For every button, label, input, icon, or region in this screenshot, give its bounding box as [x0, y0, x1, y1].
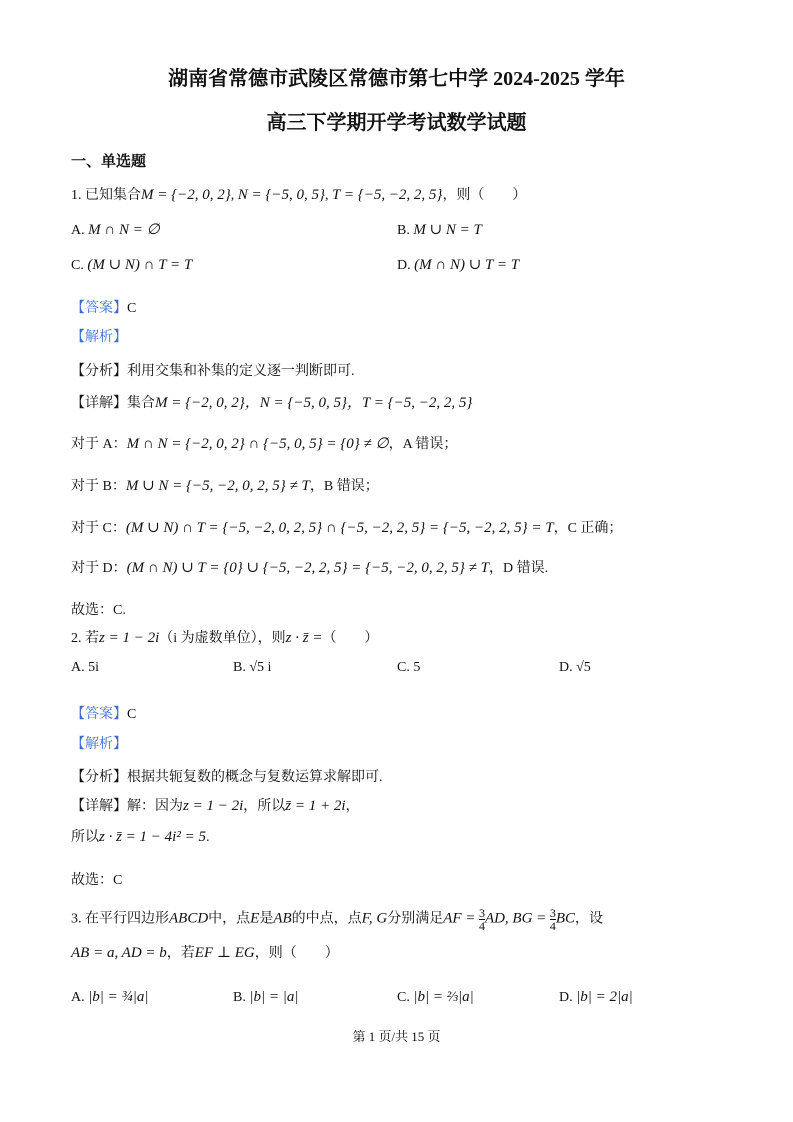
detail-sets: M = {−2, 0, 2}，N = {−5, 0, 5}，T = {−5, −2, 2, 5} — [155, 395, 473, 411]
check-prefix: 对于 B： — [71, 479, 126, 494]
q1-detail — [71, 391, 472, 412]
section-heading: 一、单选题 — [71, 154, 147, 170]
check-prefix: 对于 A： — [71, 437, 127, 452]
answer-tag: 【答案】 — [71, 707, 127, 722]
detail-text: ， — [345, 799, 360, 814]
option-text: |b| = ¾|a| — [88, 989, 149, 1005]
q3-option-c — [397, 989, 474, 1006]
option-label: B. — [233, 660, 246, 675]
option-text: √5 — [576, 660, 591, 675]
q3-text: ，则（ ） — [254, 946, 339, 961]
check-suffix: ，D 错误. — [488, 561, 549, 576]
exam-title-line1: 湖南省常德市武陵区常德市第七中学 2024-2025 学年 — [168, 68, 625, 90]
answer-value: C — [127, 707, 137, 722]
q2-answer — [71, 703, 136, 723]
fenxi-text: 根据共轭复数的概念与复数运算求解即可. — [127, 770, 383, 785]
q2-so — [71, 826, 209, 846]
q1-fenxi — [71, 360, 355, 380]
q1-option-c — [71, 255, 192, 274]
q3-text: 是 — [259, 911, 274, 927]
fenxi-tag: 【分析】 — [71, 364, 127, 379]
q3-math: F, G — [361, 910, 388, 927]
q3-text: 分别满足 — [387, 911, 444, 927]
detail-prefix: 集合 — [127, 396, 155, 411]
detail-text: ，所以 — [243, 799, 286, 814]
q2-fenxi — [71, 766, 383, 786]
check-suffix: ，B 错误； — [309, 479, 379, 494]
q3-option-d — [559, 989, 633, 1006]
q1-check-d — [71, 557, 548, 577]
fraction-numerator: 3 — [549, 906, 556, 920]
page-footer: 第 1 页/共 15 页 — [352, 1029, 441, 1044]
option-label: C. — [397, 990, 410, 1005]
option-text: 5i — [88, 660, 100, 675]
q3-stem-line2 — [71, 942, 339, 962]
detail-tag: 【详解】 — [71, 396, 127, 411]
check-prefix: 对于 D： — [71, 561, 127, 576]
q1-option-b — [397, 220, 482, 239]
so-prefix: 所以 — [71, 830, 99, 845]
option-label: C. — [397, 660, 410, 675]
q2-option-d — [559, 660, 591, 676]
check-math: (M ∩ N) ∪ T = {0} ∪ {−5, −2, 2, 5} = {−5, −2, 0, 2, 5} ≠ T — [126, 560, 489, 576]
answer-value: C — [127, 301, 137, 316]
q1-stem-suffix: ，则（ ） — [442, 188, 527, 203]
q1-set-n: N = {−5, 0, 5} — [237, 187, 325, 203]
so-suffix: . — [205, 830, 210, 845]
q1-conclusion: 故选：C. — [71, 603, 126, 618]
q1-check-a — [71, 433, 457, 453]
check-math: M ∪ N = {−5, −2, 0, 2, 5} ≠ T — [125, 478, 310, 494]
q2-stem-prefix: 2. 若 — [71, 631, 99, 646]
q3-math: BC — [555, 910, 575, 927]
option-label: C. — [71, 258, 84, 273]
fenxi-text: 利用交集和补集的定义逐一判断即可. — [127, 364, 355, 379]
detail-text: 解：因为 — [127, 799, 183, 814]
q1-check-b — [71, 475, 379, 495]
exam-title-line2: 高三下学期开学考试数学试题 — [266, 112, 527, 134]
q3-text: 的中点，点 — [291, 911, 362, 927]
option-label: A. — [71, 223, 85, 238]
option-text: |b| = ⅔|a| — [413, 989, 474, 1005]
option-text: M ∩ N = ∅ — [88, 222, 160, 238]
detail-math: z = 1 − 2i — [183, 798, 244, 814]
option-text: M ∪ N = T — [413, 222, 482, 238]
q3-stem — [71, 907, 603, 932]
fenxi-tag: 【分析】 — [71, 770, 127, 785]
q1-analysis-tag: 【解析】 — [71, 330, 127, 345]
fraction-denominator: 4 — [478, 919, 485, 933]
q1-sep2: , — [325, 188, 329, 203]
q1-option-a — [71, 220, 160, 239]
q1-answer — [71, 297, 136, 317]
detail-tag: 【详解】 — [71, 799, 127, 814]
answer-tag: 【答案】 — [71, 301, 127, 316]
option-label: B. — [233, 990, 246, 1005]
option-text: 5 — [413, 660, 421, 675]
check-math: (M ∪ N) ∩ T = {−5, −2, 0, 2, 5} ∩ {−5, −2, 2, 5} = {−5, −2, 2, 5} = T — [125, 520, 554, 536]
q1-set-m: M = {−2, 0, 2} — [141, 187, 231, 203]
option-label: A. — [71, 660, 85, 675]
option-label: D. — [559, 660, 573, 675]
q3-text: ，若 — [166, 946, 195, 961]
q2-option-b — [233, 660, 271, 676]
option-label: A. — [71, 990, 85, 1005]
check-math: M ∩ N = {−2, 0, 2} ∩ {−5, 0, 5} = {0} ≠ ∅ — [126, 436, 389, 452]
q3-math: AF = — [443, 910, 476, 927]
q3-math: AB — [273, 910, 292, 927]
q2-conclusion: 故选：C — [71, 873, 123, 888]
q3-option-a — [71, 989, 149, 1006]
check-prefix: 对于 C： — [71, 521, 126, 536]
q3-math: AD, BG = — [484, 910, 547, 927]
q3-text: ，设 — [574, 911, 603, 927]
q2-stem-math1: z = 1 − 2i — [99, 630, 160, 646]
option-text: (M ∪ N) ∩ T = T — [87, 257, 193, 273]
detail-math: z̄ = 1 + 2i — [285, 798, 346, 814]
so-math: z · z̄ = 1 − 4i² = 5 — [99, 829, 206, 845]
q2-stem — [71, 627, 378, 647]
check-suffix: ，A 错误； — [388, 437, 458, 452]
q1-option-d — [397, 255, 519, 274]
q1-check-c — [71, 517, 622, 537]
q3-text: 中，点 — [208, 911, 251, 927]
option-text: |b| = 2|a| — [576, 989, 633, 1005]
q2-option-a — [71, 660, 99, 676]
option-label: D. — [397, 258, 411, 273]
option-text: |b| = |a| — [249, 989, 299, 1005]
q2-analysis-tag: 【解析】 — [71, 737, 127, 752]
q2-stem-math2: z · z̄ = — [285, 630, 323, 646]
option-text: √5 i — [249, 660, 272, 675]
fraction-denominator: 4 — [549, 919, 556, 933]
check-suffix: ，C 正确； — [553, 521, 623, 536]
q3-math: AB = a, AD = b — [71, 945, 167, 961]
q1-sep1: , — [230, 188, 235, 203]
q3-math: E — [250, 910, 260, 927]
q3-text: 3. 在平行四边形 — [71, 911, 169, 927]
option-text: (M ∩ N) ∪ T = T — [414, 257, 520, 273]
q3-math: EF ⊥ EG — [194, 945, 255, 961]
q2-stem-suffix: （ ） — [322, 631, 379, 646]
fraction-numerator: 3 — [478, 906, 485, 920]
option-label: B. — [397, 223, 410, 238]
q1-stem-prefix: 1. 已知集合 — [71, 188, 141, 203]
q1-set-t: T = {−5, −2, 2, 5} — [332, 187, 443, 203]
q3-option-b — [233, 989, 298, 1006]
q2-option-c — [397, 660, 420, 676]
q1-stem — [71, 184, 526, 204]
q3-math: ABCD — [169, 910, 209, 927]
option-label: D. — [559, 990, 573, 1005]
q2-detail — [71, 795, 360, 815]
q2-stem-mid: （i 为虚数单位），则 — [159, 631, 286, 646]
